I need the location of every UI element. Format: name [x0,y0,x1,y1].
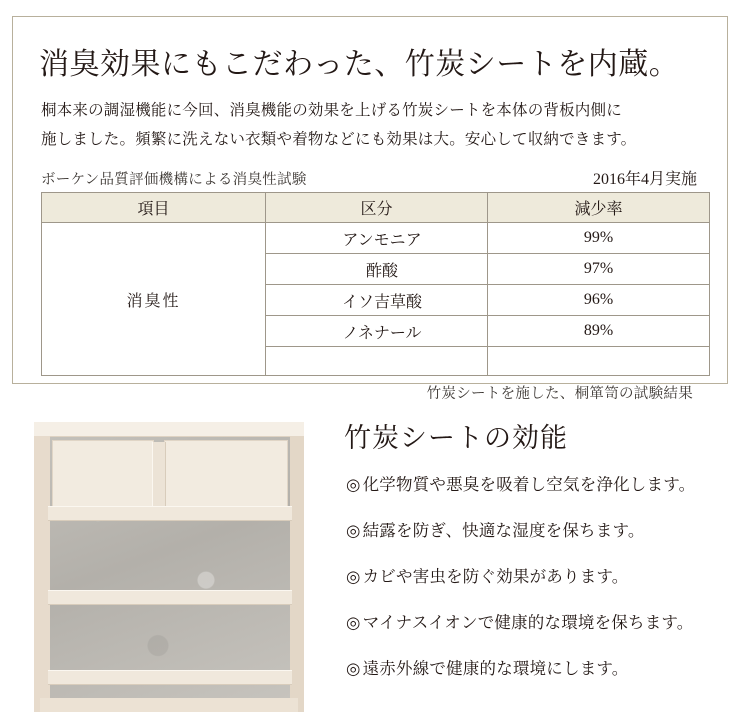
item-label-cell: 消臭性 [42,223,266,376]
list-item [346,471,732,495]
test-title: ボーケン品質評価機構による消臭性試験 [41,172,307,189]
shelf-upper-left-compartment [52,440,154,508]
list-item-label: 化学物質や悪臭を吸着し空気を浄化します。 [362,475,696,494]
category-cell: ノネナール [266,316,488,347]
rate-cell: 99% [488,223,710,254]
odor-test-table [41,192,710,376]
page-title: 消臭効果にもこだわった、竹炭シートを内蔵。 [39,48,680,81]
benefits-title: 竹炭シートの効能 [344,423,568,453]
category-cell: 酢酸 [266,254,488,285]
shelf-top-face [34,422,304,437]
lead-line-2: 施しました。頻繁に洗えない衣類や着物などにも効果は大。安心して収納できます。 [41,130,637,148]
double-circle-icon: ◎ [346,475,361,494]
benefits-list [340,471,732,679]
shelf-right-side [290,436,304,712]
rate-cell [488,347,710,376]
list-item [346,655,732,679]
table-footnote: 竹炭シートを施した、桐箪笥の試験結果 [426,386,693,403]
category-cell: アンモニア [266,223,488,254]
column-header-category: 区分 [266,193,488,223]
list-item-label: カビや害虫を防ぐ効果があります。 [362,567,629,586]
table-body [42,223,710,376]
list-item [346,517,732,541]
shelf-board-1 [48,506,292,521]
benefits-list-block [340,406,732,701]
category-cell: イソ吉草酸 [266,285,488,316]
list-item [346,609,732,633]
shelf-board-3 [48,670,292,685]
lead-paragraph [41,97,705,154]
double-circle-icon: ◎ [346,567,361,586]
lead-line-1: 桐本来の調湿機能に今回、消臭機能の効果を上げる竹炭シートを本体の背板内側に [41,102,622,119]
shelf-board-2 [48,590,292,605]
list-item-label: 結露を防ぎ、快適な湿度を保ちます。 [362,521,645,540]
test-date: 2016年4月実施 [592,171,697,189]
rate-cell: 96% [488,285,710,316]
table-caption-row [41,166,701,189]
paulownia-shelf-photo [12,404,330,722]
table-head [42,193,710,223]
double-circle-icon: ◎ [346,659,361,678]
shelf-illustration [34,422,304,712]
shelf-base [40,698,298,712]
benefits-section [0,398,740,727]
table-row [42,223,710,254]
double-circle-icon: ◎ [346,521,361,540]
category-cell [266,347,488,376]
shelf-vertical-divider [152,442,166,506]
table-header-row [42,193,710,223]
list-item-label: マイナスイオンで健康的な環境を保ちます。 [362,613,694,632]
double-circle-icon: ◎ [346,613,361,632]
rate-cell: 89% [488,316,710,347]
list-item [346,563,732,587]
column-header-rate: 減少率 [488,193,710,223]
panel-inner [13,17,727,403]
list-item-label: 遠赤外線で健康的な環境にします。 [362,659,629,678]
rate-cell: 97% [488,254,710,285]
shelf-upper-right-compartment [164,440,288,508]
column-header-item: 項目 [42,193,266,223]
odor-test-panel [12,16,728,403]
